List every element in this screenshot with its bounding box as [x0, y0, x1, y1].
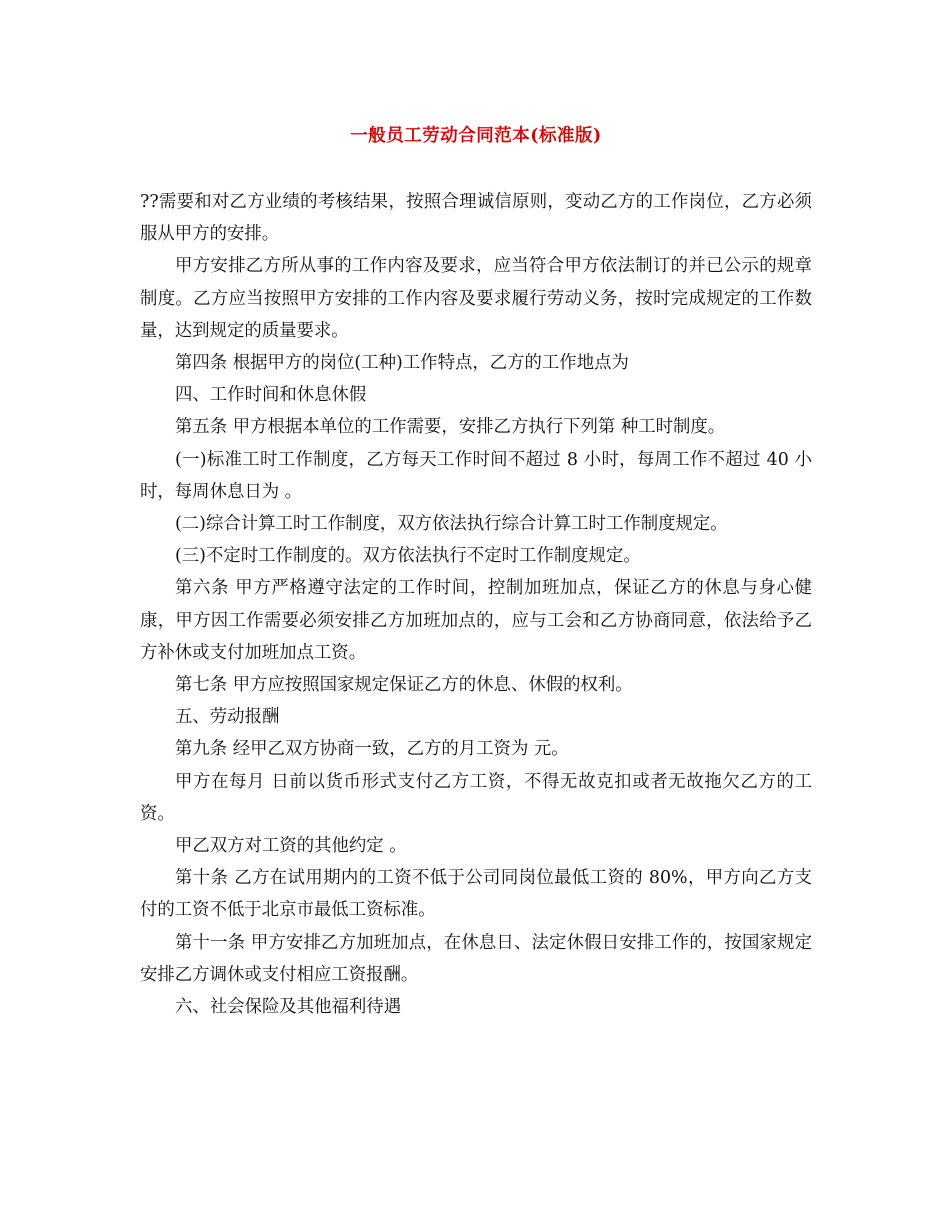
paragraph: 第七条 甲方应按照国家规定保证乙方的休息、休假的权利。	[175, 675, 633, 696]
paragraph: (三)不定时工作制度的。双方依法执行不定时工作制度规定。	[175, 546, 641, 567]
paragraph: 甲方安排乙方所从事的工作内容及要求，应当符合甲方依法制订的并已公示的规章制度。乙方应当按照甲方安排的工作内容及要求履行劳动义务，按时完成规定的工作数量，达到规定的质量要求。	[140, 256, 812, 341]
section-heading: 四、工作时间和休息休假	[175, 385, 367, 406]
paragraph: 第十条 乙方在试用期内的工资不低于公司同岗位最低工资的 80%，甲方向乙方支付的工资不低于北京市最低工资标准。	[140, 868, 812, 921]
section-heading: 六、社会保险及其他福利待遇	[175, 997, 402, 1018]
paragraph: 第九条 经甲乙双方协商一致，乙方的月工资为 元。	[175, 739, 569, 760]
paragraph: (一)标准工时工作制度，乙方每天工作时间不超过 8 小时，每周工作不超过 40 小时，每周休息日为 。	[140, 449, 812, 502]
section-heading: 五、劳动报酬	[175, 707, 280, 728]
document-title: 一般员工劳动合同范本(标准版)	[350, 126, 602, 146]
document-body	[140, 186, 812, 1023]
paragraph: 第六条 甲方严格遵守法定的工作时间，控制加班加点，保证乙方的休息与身心健康，甲方因工作需要必须安排乙方加班加点的，应与工会和乙方协商同意，依法给予乙方补休或支付加班加点工资。	[140, 578, 812, 663]
paragraph: 第五条 甲方根据本单位的工作需要，安排乙方执行下列第 种工时制度。	[175, 417, 726, 438]
paragraph: ??需要和对乙方业绩的考核结果，按照合理诚信原则，变动乙方的工作岗位，乙方必须服从甲方的安排。	[140, 192, 812, 245]
paragraph: 甲方在每月 日前以货币形式支付乙方工资，不得无故克扣或者无故拖欠乙方的工资。	[140, 771, 812, 824]
paragraph: 甲乙双方对工资的其他约定 。	[175, 836, 407, 857]
paragraph: (二)综合计算工时工作制度，双方依法执行综合计算工时工作制度规定。	[175, 514, 728, 535]
paragraph: 第十一条 甲方安排乙方加班加点，在休息日、法定休假日安排工作的，按国家规定安排乙方调休或支付相应工资报酬。	[140, 932, 812, 985]
paragraph: 第四条 根据甲方的岗位(工种)工作特点，乙方的工作地点为	[175, 353, 629, 374]
